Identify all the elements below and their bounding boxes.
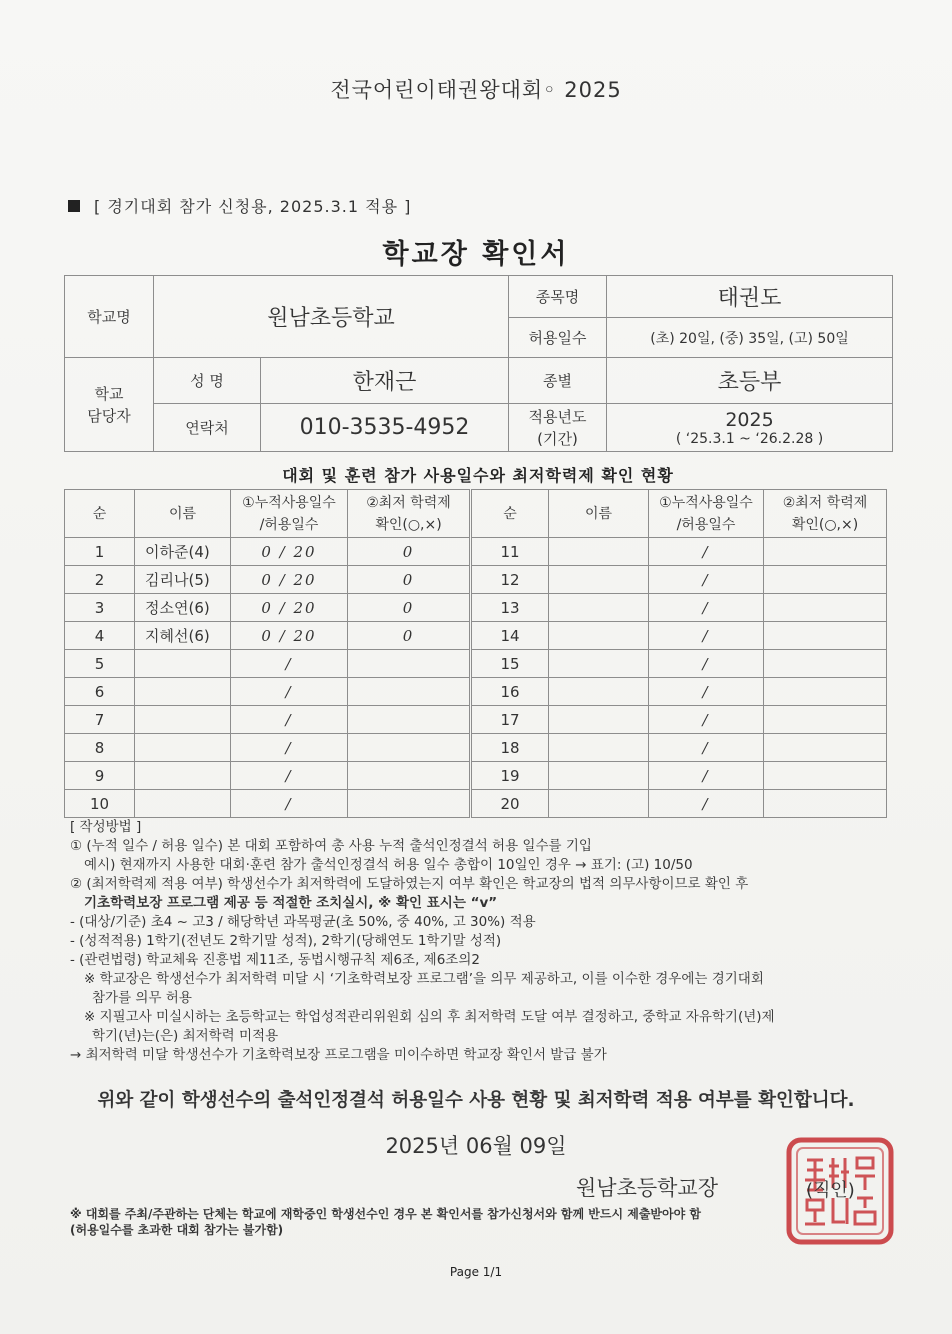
contact-label: 연락처 — [154, 404, 261, 452]
header-name: 이름 — [135, 490, 231, 538]
manager-label: 학교 담당자 — [65, 358, 154, 452]
row-number-left: 4 — [65, 622, 135, 650]
student-name-right — [549, 622, 649, 650]
academic-check-left — [348, 790, 471, 818]
row-number-left: 1 — [65, 538, 135, 566]
attendance-row — [65, 622, 887, 650]
student-name-left: 김리나(5) — [135, 566, 231, 594]
days-used-right: / — [649, 566, 764, 594]
event-label: 종목명 — [509, 276, 607, 318]
academic-check-left: 0 — [348, 622, 471, 650]
academic-check-left — [348, 678, 471, 706]
days-used-right: / — [649, 538, 764, 566]
school-info-table — [64, 275, 893, 452]
header-academic: ②최저 학력제 확인(○,×) — [348, 490, 471, 538]
academic-check-left — [348, 706, 471, 734]
allowed-days-label: 허용일수 — [509, 318, 607, 358]
attendance-row — [65, 762, 887, 790]
attendance-row — [65, 650, 887, 678]
seal-label: (직인) — [806, 1180, 855, 1201]
note-4: - (성적적용) 1학기(전년도 2학기말 성적), 2학기(당해연도 1학기말 성적) — [70, 933, 502, 949]
days-used-right: / — [649, 622, 764, 650]
student-name-right — [549, 650, 649, 678]
note-7b: 학기(년)는(은) 최저학력 미적용 — [92, 1028, 279, 1044]
attendance-row — [65, 734, 887, 762]
student-name-left — [135, 678, 231, 706]
academic-check-right — [764, 566, 887, 594]
days-used-left: 0 / 20 — [231, 622, 348, 650]
allowed-days-value: (초) 20일, (중) 35일, (고) 50일 — [607, 318, 893, 358]
event-value: 태권도 — [607, 276, 893, 318]
days-used-right: / — [649, 762, 764, 790]
days-used-right: / — [649, 594, 764, 622]
days-used-left: / — [231, 706, 348, 734]
academic-check-left: 0 — [348, 538, 471, 566]
academic-check-right — [764, 734, 887, 762]
year-value: 2025 — [725, 408, 774, 431]
student-name-left — [135, 734, 231, 762]
row-number-left: 8 — [65, 734, 135, 762]
row-number-right: 11 — [471, 538, 549, 566]
school-label: 학교명 — [65, 276, 154, 358]
attendance-row — [65, 790, 887, 818]
days-used-right: / — [649, 650, 764, 678]
header-no: 순 — [65, 490, 135, 538]
application-label-text: [ 경기대회 참가 신청용, 2025.3.1 적용 ] — [94, 197, 412, 216]
days-used-left: 0 / 20 — [231, 594, 348, 622]
academic-check-right — [764, 790, 887, 818]
student-name-right — [549, 594, 649, 622]
header-name-2: 이름 — [549, 490, 649, 538]
row-number-left: 5 — [65, 650, 135, 678]
student-name-right — [549, 734, 649, 762]
document-title: 학교장 확인서 — [382, 239, 570, 270]
days-used-left: / — [231, 790, 348, 818]
row-number-right: 18 — [471, 734, 549, 762]
student-name-right — [549, 566, 649, 594]
student-name-right — [549, 678, 649, 706]
student-name-right — [549, 538, 649, 566]
row-number-right: 15 — [471, 650, 549, 678]
academic-check-right — [764, 622, 887, 650]
confirmation-statement: 위와 같이 학생선수의 출석인정결석 허용일수 사용 현황 및 최저학력 적용 여부를 확인합니다. — [97, 1090, 855, 1111]
academic-check-right — [764, 650, 887, 678]
attendance-row — [65, 594, 887, 622]
student-name-left: 정소연(6) — [135, 594, 231, 622]
attendance-row — [65, 678, 887, 706]
days-used-left: / — [231, 650, 348, 678]
attendance-title: 대회 및 훈련 참가 사용일수와 최저학력제 확인 현황 — [282, 466, 674, 485]
principal-name: 원남초등학교장 — [576, 1176, 719, 1200]
row-number-right: 12 — [471, 566, 549, 594]
attendance-header-row — [65, 490, 887, 538]
academic-check-left: 0 — [348, 566, 471, 594]
row-number-left: 10 — [65, 790, 135, 818]
student-name-left: 이하준(4) — [135, 538, 231, 566]
note-2a: ② (최저학력제 적용 여부) 학생선수가 최저학력에 도달하였는지 여부 확인은 학교장의 법적 의무사항이므로 확인 후 — [70, 876, 749, 892]
academic-check-right — [764, 678, 887, 706]
days-used-left: 0 / 20 — [231, 538, 348, 566]
note-6b: 참가를 의무 허용 — [92, 990, 192, 1006]
academic-check-right — [764, 762, 887, 790]
days-used-left: 0 / 20 — [231, 566, 348, 594]
student-name-left — [135, 790, 231, 818]
application-label — [68, 194, 411, 217]
attendance-row — [65, 566, 887, 594]
row-number-right: 13 — [471, 594, 549, 622]
note-1b: 예시) 현재까지 사용한 대회·훈련 참가 출석인정결석 허용 일수 총합이 10일인 경우 → 표기: (고) 10/50 — [84, 857, 693, 873]
row-number-right: 14 — [471, 622, 549, 650]
note-7a: ※ 지필고사 미실시하는 초등학교는 학업성적관리위원회 심의 후 최저학력 도달 여부 결정하고, 중학교 자유학기(년)제 — [84, 1009, 775, 1025]
square-bullet-icon — [68, 200, 80, 212]
student-name-right — [549, 706, 649, 734]
attendance-row — [65, 538, 887, 566]
days-used-right: / — [649, 706, 764, 734]
attendance-row — [65, 706, 887, 734]
period-value: ( ‘25.3.1 ~ ‘26.2.28 ) — [675, 430, 824, 447]
academic-check-left — [348, 762, 471, 790]
row-number-left: 6 — [65, 678, 135, 706]
note-5: - (관련법령) 학교체육 진흥법 제11조, 동법시행규칙 제6조, 제6조의2 — [70, 952, 480, 968]
row-number-right: 16 — [471, 678, 549, 706]
contact-value: 010-3535-4952 — [261, 404, 509, 452]
year-label: 적용년도 (기간) — [509, 404, 607, 452]
name-label: 성 명 — [154, 358, 261, 404]
row-number-right: 20 — [471, 790, 549, 818]
academic-check-left — [348, 734, 471, 762]
academic-check-left — [348, 650, 471, 678]
days-used-right: / — [649, 678, 764, 706]
note-3: - (대상/기준) 초4 ~ 고3 / 해당학년 과목평균(초 50%, 중 40%, 고 30%) 적용 — [70, 914, 536, 930]
academic-check-left: 0 — [348, 594, 471, 622]
instructions — [70, 818, 900, 1065]
tournament-title: 전국어린이태권왕대회◦ 2025 — [330, 78, 622, 102]
student-name-right — [549, 762, 649, 790]
days-used-right: / — [649, 734, 764, 762]
row-number-left: 7 — [65, 706, 135, 734]
row-number-right: 17 — [471, 706, 549, 734]
instructions-heading: [ 작성방법 ] — [70, 819, 142, 835]
bottom-note: ※ 대회를 주최/주관하는 단체는 학교에 재학중인 학생선수인 경우 본 확인서를 참가신청서와 함께 반드시 제출받아야 함 (허용일수를 초과한 대회 참가는 불가함) — [70, 1207, 701, 1237]
row-number-left: 9 — [65, 762, 135, 790]
year-cell — [607, 404, 893, 452]
student-name-left — [135, 762, 231, 790]
student-name-right — [549, 790, 649, 818]
note-1a: ① (누적 일수 / 허용 일수) 본 대회 포함하여 총 사용 누적 출석인정결석 허용 일수를 기입 — [70, 838, 592, 854]
days-used-right: / — [649, 790, 764, 818]
note-2b: 기초학력보장 프로그램 제공 등 적절한 조치실시, ※ 확인 표시는 “v” — [84, 895, 498, 911]
student-name-left: 지혜선(6) — [135, 622, 231, 650]
category-label: 종별 — [509, 358, 607, 404]
days-used-left: / — [231, 762, 348, 790]
school-name: 원남초등학교 — [154, 276, 509, 358]
academic-check-right — [764, 594, 887, 622]
student-name-left — [135, 650, 231, 678]
note-8: → 최저학력 미달 학생선수가 기초학력보장 프로그램을 미이수하면 학교장 확인서 발급 불가 — [70, 1047, 607, 1063]
row-number-right: 19 — [471, 762, 549, 790]
student-name-left — [135, 706, 231, 734]
note-6a: ※ 학교장은 학생선수가 최저학력 미달 시 ‘기초학력보장 프로그램’을 의무 제공하고, 이를 이수한 경우에는 경기대회 — [84, 971, 764, 987]
row-number-left: 2 — [65, 566, 135, 594]
attendance-body — [65, 538, 887, 818]
header-days-2: ①누적사용일수 /허용일수 — [649, 490, 764, 538]
row-number-left: 3 — [65, 594, 135, 622]
issue-date: 2025년 06월 09일 — [385, 1134, 567, 1158]
header-no-2: 순 — [471, 490, 549, 538]
header-academic-2: ②최저 학력제 확인(○,×) — [764, 490, 887, 538]
category-value: 초등부 — [607, 358, 893, 404]
academic-check-right — [764, 538, 887, 566]
academic-check-right — [764, 706, 887, 734]
days-used-left: / — [231, 734, 348, 762]
page-number: Page 1/1 — [449, 1265, 503, 1279]
header-days: ①누적사용일수 /허용일수 — [231, 490, 348, 538]
days-used-left: / — [231, 678, 348, 706]
attendance-table — [64, 489, 887, 818]
manager-name: 한재근 — [261, 358, 509, 404]
